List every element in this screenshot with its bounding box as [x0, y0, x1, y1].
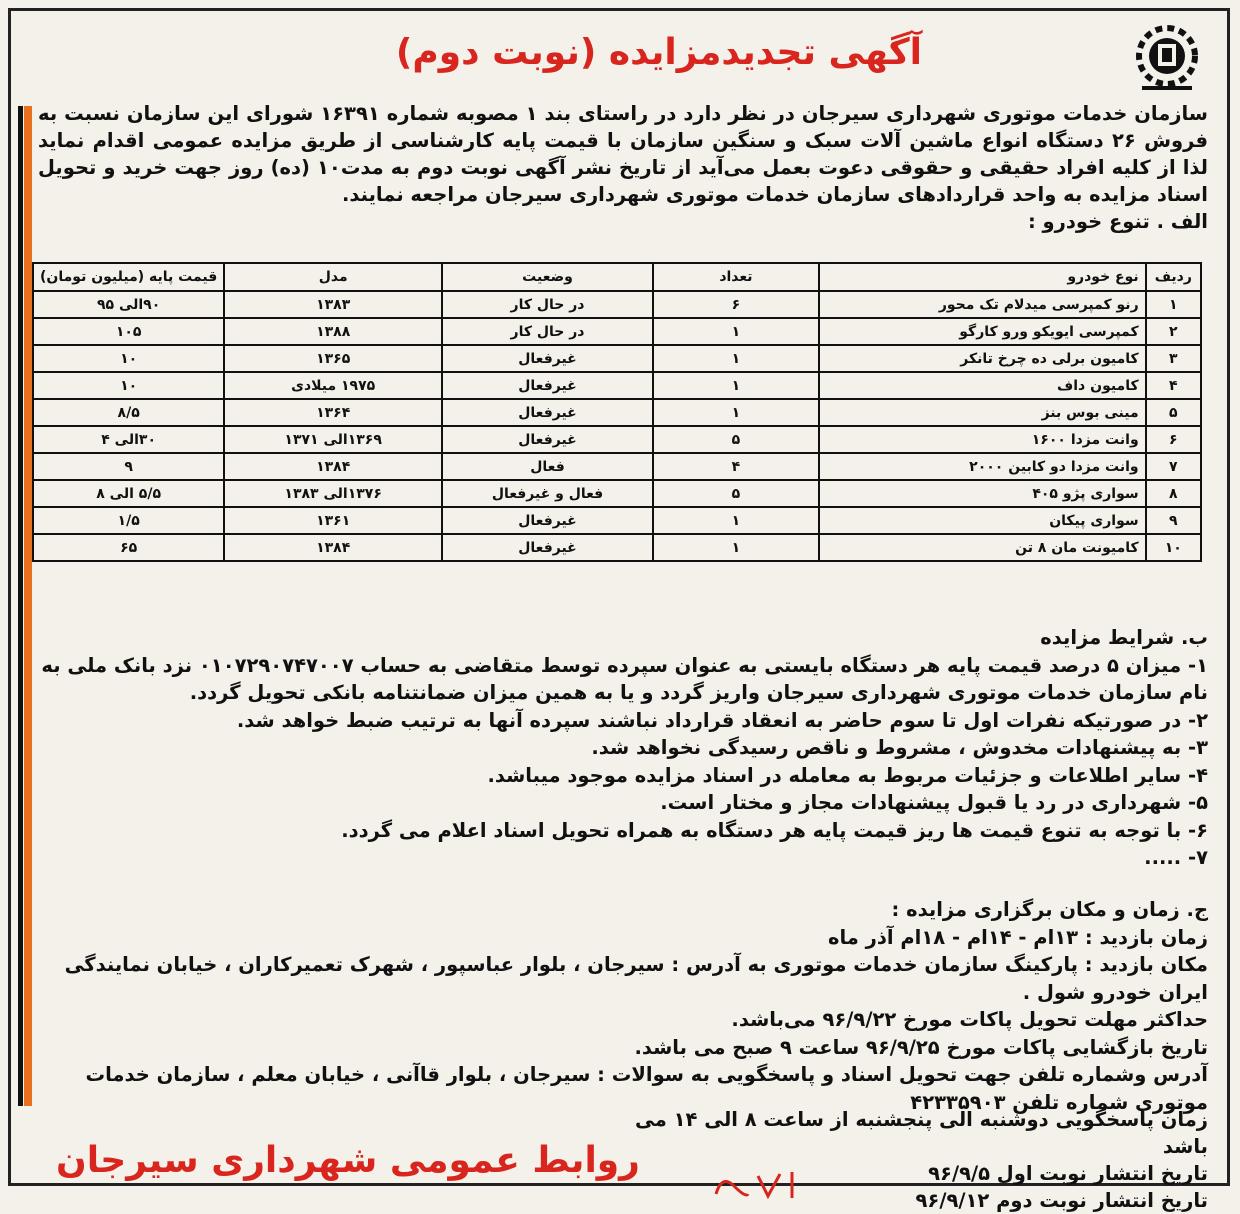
- cell-vehicle-type: سواری پیکان: [819, 507, 1146, 534]
- visit-place: مکان بازدید : پارکینگ سازمان خدمات موتوری به آدرس : سیرجان ، بلوار عباسپور ، شهرک تعمیرکاران ، خیابان نمایندگی ایران خودرو شول .: [64, 953, 1208, 1004]
- cell-status: فعال: [442, 453, 653, 480]
- cell-row-number: ۳: [1146, 345, 1201, 372]
- condition-item: ۴- سایر اطلاعات و جزئیات مربوط به معامله در اسناد مزایده موجود میباشد.: [487, 763, 1208, 787]
- cell-count: ۱: [653, 318, 819, 345]
- header-vehicle-type: نوع خودرو: [819, 263, 1146, 291]
- cell-count: ۱: [653, 399, 819, 426]
- visit-time: زمان بازدید : ۱۳ام - ۱۴ام - ۱۸ام آذر ماه: [827, 925, 1208, 949]
- cell-row-number: ۲: [1146, 318, 1201, 345]
- cell-vehicle-type: کامیونت مان ۸ تن: [819, 534, 1146, 561]
- cell-base-price: ۱۰: [33, 345, 224, 372]
- first-publication-date: تاریخ انتشار نوبت اول ۹۶/۹/۵: [928, 1162, 1208, 1185]
- header: [18, 14, 1222, 100]
- cell-model: ۱۳۸۸: [224, 318, 442, 345]
- cell-row-number: ۱: [1146, 291, 1201, 318]
- cell-vehicle-type: سواری پژو ۴۰۵: [819, 480, 1146, 507]
- cell-status: فعال و غیرفعال: [442, 480, 653, 507]
- cell-base-price: ۹: [33, 453, 224, 480]
- cell-status: غیرفعال: [442, 345, 653, 372]
- cell-status: غیرفعال: [442, 399, 653, 426]
- cell-status: غیرفعال: [442, 426, 653, 453]
- cell-row-number: ۱۰: [1146, 534, 1201, 561]
- page-title: آگهی تجدیدمزایده (نوبت دوم): [395, 32, 922, 73]
- cell-model: ۱۳۶۱: [224, 507, 442, 534]
- header-base-price: قیمت پایه (میلیون تومان): [33, 263, 224, 291]
- cell-base-price: ۱۰۵: [33, 318, 224, 345]
- condition-item: ۶- با توجه به تنوع قیمت ها ریز قیمت پایه هر دستگاه به همراه تحویل اسناد اعلام می گردد.: [341, 818, 1208, 842]
- cell-count: ۱: [653, 372, 819, 399]
- header-count: تعداد: [653, 263, 819, 291]
- header-status: وضعیت: [442, 263, 653, 291]
- cell-count: ۶: [653, 291, 819, 318]
- header-row-number: ردیف: [1146, 263, 1201, 291]
- header-model: مدل: [224, 263, 442, 291]
- schedule-heading: ج. زمان و مکان برگزاری مزایده :: [891, 898, 1208, 921]
- cell-row-number: ۸: [1146, 480, 1201, 507]
- municipality-logo-icon: [1132, 24, 1202, 94]
- cell-model: ۱۳۸۳: [224, 291, 442, 318]
- cell-base-price: ۹۰الی ۹۵: [33, 291, 224, 318]
- submission-deadline: حداکثر مهلت تحویل پاکات مورخ ۹۶/۹/۲۲ می‌باشد.: [731, 1008, 1208, 1031]
- cell-base-price: ۱/۵: [33, 507, 224, 534]
- table-row: [33, 453, 1201, 480]
- cell-model: ۱۳۸۴: [224, 453, 442, 480]
- cell-row-number: ۶: [1146, 426, 1201, 453]
- schedule-section: [38, 896, 1208, 1116]
- conditions-section: [38, 624, 1208, 872]
- cell-vehicle-type: وانت مزدا ۱۶۰۰: [819, 426, 1146, 453]
- decorative-stripe: [18, 106, 32, 1106]
- table-row: [33, 480, 1201, 507]
- intro-section: [38, 100, 1208, 235]
- condition-item: ۲- در صورتیکه نفرات اول تا سوم حاضر به انعقاد قرارداد نباشند سپرده آنها به ترتیب ضبط خواهد شد.: [236, 708, 1208, 732]
- cell-row-number: ۷: [1146, 453, 1201, 480]
- vehicle-table: [32, 262, 1202, 562]
- cell-vehicle-type: رنو کمپرسی میدلام تک محور: [819, 291, 1146, 318]
- cell-model: ۱۳۶۴: [224, 399, 442, 426]
- table-row: [33, 318, 1201, 345]
- condition-item: ۷- .....: [1144, 846, 1208, 869]
- cell-model: ۱۳۶۹الی ۱۳۷۱: [224, 426, 442, 453]
- table-header-row: [33, 263, 1201, 291]
- cell-model: ۱۳۸۴: [224, 534, 442, 561]
- intro-paragraph: سازمان خدمات موتوری شهرداری سیرجان در نظر دارد در راستای بند ۱ مصوبه شماره ۱۶۳۹۱ شورای این سازمان نسبت به فروش ۲۶ دستگاه انواع ماشین آلات سبک و سنگین سازمان با قیمت پایه کارشناسی از طریق مزایده عمومی اقدام نماید لذا از کلیه افراد حقیقی و حقوقی دعوت بعمل می‌آید از تاریخ نشر آگهی نوبت دوم به مدت۱۰ (ده) روز جهت خرید و تحویل اسناد مزایده به واحد قراردادهای سازمان خدمات موتوری شهرداری سیرجان مراجعه نمایند.: [38, 102, 1209, 206]
- cell-base-price: ۵/۵ الی ۸: [33, 480, 224, 507]
- cell-vehicle-type: کامیون داف: [819, 372, 1146, 399]
- cell-status: در حال کار: [442, 318, 653, 345]
- cell-status: در حال کار: [442, 291, 653, 318]
- cell-status: غیرفعال: [442, 372, 653, 399]
- cell-vehicle-type: وانت مزدا دو کابین ۲۰۰۰: [819, 453, 1146, 480]
- cell-vehicle-type: مینی بوس بنز: [819, 399, 1146, 426]
- second-publication-date: تاریخ انتشار نوبت دوم ۹۶/۹/۱۲: [915, 1189, 1208, 1212]
- opening-date: تاریخ بازگشایی پاکات مورخ ۹۶/۹/۲۵ ساعت ۹ صبح می باشد.: [634, 1035, 1208, 1059]
- cell-count: ۱: [653, 507, 819, 534]
- table-row: [33, 507, 1201, 534]
- table-row: [33, 426, 1201, 453]
- section-a-heading: الف . تنوع خودرو :: [1027, 210, 1208, 233]
- cell-base-price: ۱۰: [33, 372, 224, 399]
- conditions-heading: ب. شرایط مزایده: [1040, 626, 1208, 649]
- table-row: [33, 399, 1201, 426]
- cell-row-number: ۹: [1146, 507, 1201, 534]
- handwritten-mark-icon: [708, 1164, 818, 1204]
- cell-count: ۴: [653, 453, 819, 480]
- condition-item: ۵- شهرداری در رد یا قبول پیشنهادات مجاز و مختار است.: [660, 791, 1208, 814]
- cell-count: ۱: [653, 345, 819, 372]
- cell-count: ۵: [653, 480, 819, 507]
- contact-address: آدرس وشماره تلفن جهت تحویل اسناد و پاسخگویی به سوالات : سیرجان ، بلوار قاآنی ، خیابان معلم ، سازمان خدمات موتوری شماره تلفن ۴۲۳۳۵۹۰۳: [85, 1063, 1208, 1114]
- table-row: [33, 372, 1201, 399]
- cell-status: غیرفعال: [442, 534, 653, 561]
- condition-item: ۳- به پیشنهادات مخدوش ، مشروط و ناقص رسیدگی نخواهد شد.: [591, 736, 1208, 759]
- cell-model: ۱۳۶۵: [224, 345, 442, 372]
- cell-vehicle-type: کمپرسی ایویکو ورو کارگو: [819, 318, 1146, 345]
- cell-model: ۱۹۷۵ میلادی: [224, 372, 442, 399]
- cell-model: ۱۳۷۶الی ۱۳۸۳: [224, 480, 442, 507]
- cell-base-price: ۳۰الی ۴: [33, 426, 224, 453]
- cell-count: ۱: [653, 534, 819, 561]
- cell-base-price: ۶۵: [33, 534, 224, 561]
- table-row: [33, 291, 1201, 318]
- table-row: [33, 534, 1201, 561]
- publication-section: [608, 1106, 1208, 1214]
- response-hours: زمان پاسخگویی دوشنبه الی پنجشنبه از ساعت ۸ الی ۱۴ می باشد: [635, 1108, 1208, 1158]
- public-relations-signature: روابط عمومی شهرداری سیرجان: [56, 1140, 640, 1181]
- cell-vehicle-type: کامیون برلی ده چرخ تانکر: [819, 345, 1146, 372]
- cell-status: غیرفعال: [442, 507, 653, 534]
- table-row: [33, 345, 1201, 372]
- cell-count: ۵: [653, 426, 819, 453]
- cell-row-number: ۵: [1146, 399, 1201, 426]
- auction-notice: [18, 14, 1222, 1212]
- cell-row-number: ۴: [1146, 372, 1201, 399]
- cell-base-price: ۸/۵: [33, 399, 224, 426]
- condition-item: ۱- میزان ۵ درصد قیمت پایه هر دستگاه بایستی به عنوان سپرده توسط متقاضی به حساب ۰۱۰۷۲۹۰۷۴۷۰۰۷ نزد بانک ملی به نام سازمان خدمات موتوری شهرداری سیرجان واریز گردد و یا به همین میزان ضمانتنامه بانکی تحویل گردد.: [41, 653, 1208, 704]
